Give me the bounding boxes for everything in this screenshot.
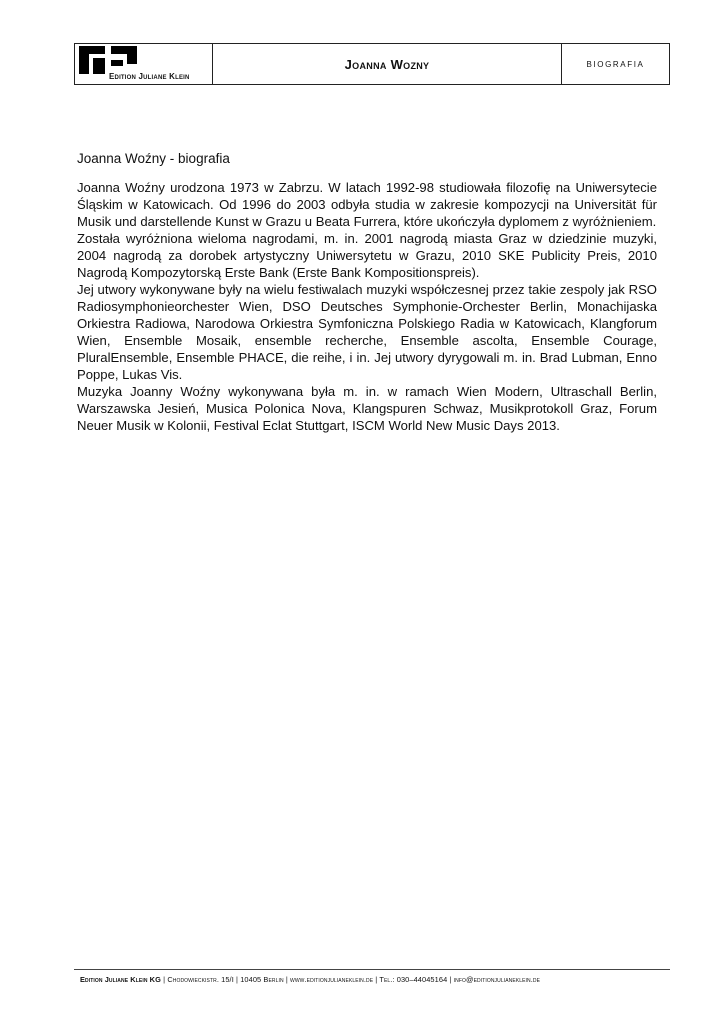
footer-separator: | [236, 975, 239, 984]
publisher-logo-mark-icon [79, 46, 139, 74]
publisher-logo [75, 44, 213, 84]
paragraph-awards: Została wyróżniona wieloma nagrodami, m. in. 2001 nagrodą miasta Graz w dziedzinie muzyki, 2004 nagrodą za dorobek artystyczny Uniwersytetu w Grazu, 2010 SKE Publicity Preis, 2010 Nagrodą Kompozytorską Erste Bank (Erste Bank Kompositionspreis). [77, 231, 657, 280]
header-title-cell [213, 44, 562, 84]
page-header [74, 43, 670, 85]
section-label: BIOGRAFIA [586, 59, 645, 69]
footer-separator: | [375, 975, 378, 984]
footer-phone: Tel.: 030–44045164 [379, 975, 448, 984]
publisher-logo-text: Edition Juliane Klein [109, 72, 190, 81]
paragraph-intro [77, 179, 657, 230]
paragraph-lead-name: Joanna Woźny [77, 180, 165, 195]
footer-city: 10405 Berlin [240, 975, 284, 984]
document-title: Joanna Woźny - biografia [77, 151, 230, 166]
page-footer [80, 975, 670, 984]
footer-address: Chodowieckistr. 15/I [167, 975, 234, 984]
document-body [77, 150, 657, 434]
footer-separator: | [163, 975, 166, 984]
paragraph-performers: Jej utwory wykonywane były na wielu festiwalach muzyki współczesnej przez takie zespoly jak RSO Radiosymphonieorchester Wien, DSO Deutsches Symphonie-Orchester Berlin, Monachijaska Orkiestra Radiowa, Narodowa Orkiestra Symfoniczna Polskiego Radia w Katowicach, Klangforum Wien, Ensemble Mosaik, ensemble recherche, Ensemble ascolta, Ensemble Courage, PluralEnsemble, Ensemble PHACE, die reihe, i in. Jej utwory dyrygowali m. in. Brad Lubman, Enno Poppe, Lukas Vis. [77, 282, 657, 382]
composer-name: Joanna Wozny [344, 56, 430, 72]
footer-separator: | [285, 975, 288, 984]
footer-company: Edition Juliane Klein KG [80, 975, 161, 984]
footer-email-link[interactable]: info@editionjulianeklein.de [453, 975, 541, 984]
footer-website-link[interactable]: www.editionjulianeklein.de [290, 975, 374, 984]
footer-divider [74, 969, 670, 970]
footer-separator: | [449, 975, 452, 984]
paragraph-festivals: Muzyka Joanny Woźny wykonywana była m. in. w ramach Wien Modern, Ultraschall Berlin, Warszawska Jesień, Musica Polonica Nova, Klangspuren Schwaz, Musikprotokoll Graz, Forum Neuer Musik w Kolonii, Festival Eclat Stuttgart, ISCM World New Music Days 2013. [77, 384, 657, 433]
paragraph-text: urodzona 1973 w Zabrzu. W latach 1992-98 studiowała filozofię na Uniwersytecie Śląskim w Katowicach. Od 1996 do 2003 odbyła studia w zakresie kompozycji na Universität für Musik und darstellende Kunst w Grazu u Beata Furrera, które ukończyła dyplomem z wyróżnieniem. [77, 180, 657, 229]
header-section-cell [562, 44, 669, 84]
